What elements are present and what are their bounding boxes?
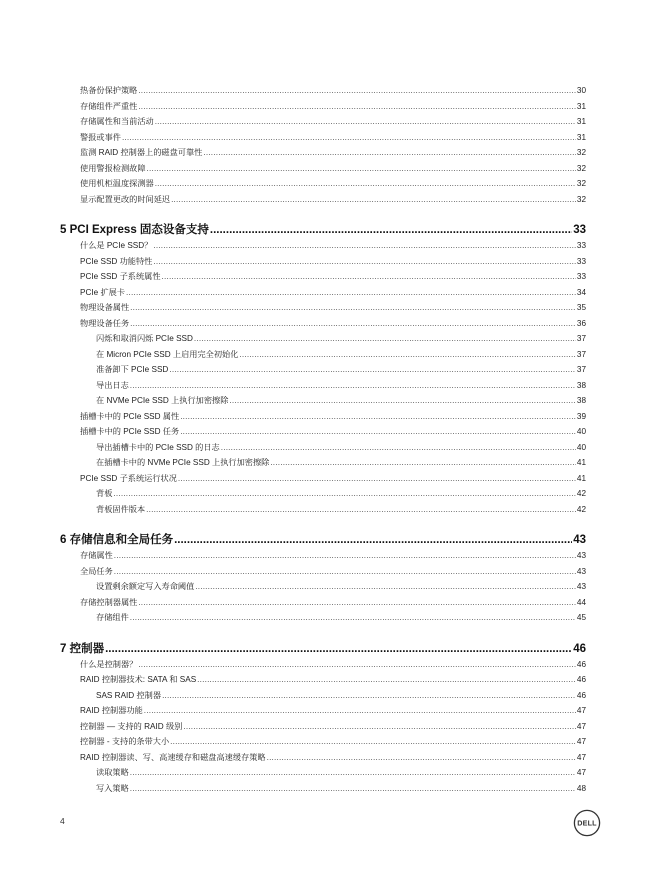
toc-subsection-entry[interactable]: [80, 765, 586, 781]
page-number: 4: [60, 816, 65, 826]
toc-dot-leader: [210, 222, 572, 238]
toc-section-entry[interactable]: [80, 750, 586, 766]
toc-section-entry[interactable]: [80, 130, 586, 146]
toc-subsection-entry[interactable]: [80, 688, 586, 704]
toc-entry-page: 33: [576, 241, 586, 250]
toc-dot-leader: [155, 114, 576, 130]
toc-dot-leader: [180, 424, 576, 440]
toc-section-entry[interactable]: [80, 719, 586, 735]
toc-dot-leader: [130, 781, 576, 797]
toc-entry-title: RAID 控制器技术: SATA 和 SAS: [80, 675, 197, 684]
toc-entry-title: 警报或事件: [80, 132, 121, 142]
toc-chapter-entry[interactable]: [60, 532, 586, 548]
toc-entry-title: 读取策略: [96, 768, 129, 777]
toc-entry-page: 47: [576, 752, 586, 762]
toc-entry-title: 5 PCI Express 固态设备支持: [60, 224, 209, 236]
toc-entry-title: PCIe SSD 子系统运行状况: [80, 473, 177, 483]
toc-entry-page: 46: [576, 659, 586, 669]
toc-entry-title: 设置剩余额定写入寿命阈值: [96, 582, 195, 591]
toc-entry-page: 45: [576, 613, 586, 622]
dell-logo-text: DELL: [577, 818, 597, 828]
toc-subsection-entry[interactable]: [80, 502, 586, 518]
toc-entry-page: 46: [576, 675, 586, 684]
toc-dot-leader: [229, 393, 576, 409]
toc-dot-leader: [138, 99, 576, 115]
toc-entry-page: 31: [576, 132, 586, 142]
toc-dot-leader: [114, 548, 576, 564]
toc-entry-title: 插槽卡中的 PCIe SSD 属性: [80, 411, 180, 421]
toc-entry-page: 31: [576, 101, 586, 111]
toc-dot-leader: [147, 161, 576, 177]
toc-section-entry[interactable]: [80, 703, 586, 719]
toc-dot-leader: [203, 145, 576, 161]
toc-section-entry[interactable]: [80, 672, 586, 688]
toc-entry-title: 存储属性和当前活动: [80, 117, 154, 126]
toc-entry-page: 33: [576, 256, 586, 266]
table-of-contents: [60, 83, 586, 796]
toc-entry-page: 41: [576, 473, 586, 483]
toc-entry-title: 导出插槽卡中的 PCIe SSD 的日志: [96, 442, 220, 452]
toc-entry-page: 43: [573, 534, 586, 546]
toc-entry-title: 在插槽卡中的 NVMe PCIe SSD 上执行加密擦除: [96, 458, 270, 467]
toc-section-entry[interactable]: [80, 161, 586, 177]
toc-entry-title: 插槽卡中的 PCIe SSD 任务: [80, 427, 180, 436]
toc-entry-page: 47: [576, 706, 586, 715]
toc-entry-title: 使用警报检测故障: [80, 163, 146, 173]
toc-section-entry[interactable]: [80, 83, 586, 99]
toc-subsection-entry[interactable]: [80, 347, 586, 363]
toc-dot-leader: [178, 471, 576, 487]
toc-section-entry[interactable]: [80, 269, 586, 285]
toc-dot-leader: [270, 455, 576, 471]
toc-entry-page: 37: [576, 334, 586, 343]
toc-entry-title: 控制器 - 支持的条带大小: [80, 737, 170, 746]
toc-entry-page: 41: [576, 458, 586, 467]
toc-section-entry[interactable]: [80, 238, 586, 254]
toc-dot-leader: [153, 238, 576, 254]
toc-subsection-entry[interactable]: [80, 781, 586, 797]
toc-section-entry[interactable]: [80, 254, 586, 270]
toc-entry-page: 37: [576, 349, 586, 359]
toc-dot-leader: [174, 532, 572, 548]
toc-entry-page: 33: [573, 224, 586, 236]
toc-entry-page: 33: [576, 272, 586, 281]
toc-entry-title: 全局任务: [80, 566, 113, 576]
toc-entry-title: 热备份保护策略: [80, 86, 138, 95]
dell-logo-icon: [573, 809, 601, 837]
toc-entry-title: 6 存储信息和全局任务: [60, 534, 174, 546]
toc-dot-leader: [122, 130, 576, 146]
toc-entry-title: 存储组件严重性: [80, 101, 138, 111]
toc-entry-page: 46: [576, 690, 586, 700]
toc-entry-page: 43: [576, 551, 586, 560]
toc-entry-title: 7 控制器: [60, 642, 105, 655]
toc-entry-title: 什么是控制器？: [80, 659, 138, 669]
toc-section-entry[interactable]: [80, 409, 586, 425]
toc-entry-page: 31: [576, 117, 586, 126]
toc-dot-leader: [130, 316, 576, 332]
toc-subsection-entry[interactable]: [80, 610, 586, 626]
toc-entry-page: 48: [576, 783, 586, 793]
toc-entry-title: 在 NVMe PCIe SSD 上执行加密擦除: [96, 396, 229, 405]
toc-dot-leader: [267, 750, 576, 766]
toc-dot-leader: [138, 83, 576, 99]
toc-entry-title: PCIe SSD 功能特性: [80, 256, 153, 266]
toc-entry-title: 显示配置更改的时间延迟: [80, 194, 171, 204]
toc-subsection-entry[interactable]: [80, 378, 586, 394]
toc-entry-page: 42: [576, 504, 586, 514]
toc-entry-page: 47: [576, 768, 586, 777]
toc-chapter-entry[interactable]: [60, 222, 586, 238]
toc-section-entry[interactable]: [80, 548, 586, 564]
toc-subsection-entry[interactable]: [80, 331, 586, 347]
toc-entry-title: 什么是 PCIe SSD？: [80, 241, 153, 250]
toc-dot-leader: [130, 378, 576, 394]
toc-entry-title: 闪烁和取消闪烁 PCIe SSD: [96, 334, 193, 343]
toc-subsection-entry[interactable]: [80, 440, 586, 456]
toc-dot-leader: [144, 703, 576, 719]
toc-entry-title: 存储控制器属性: [80, 597, 138, 607]
toc-dot-leader: [155, 176, 576, 192]
toc-section-entry[interactable]: [80, 471, 586, 487]
toc-dot-leader: [180, 409, 576, 425]
toc-entry-page: 38: [576, 380, 586, 390]
toc-dot-leader: [195, 579, 576, 595]
toc-entry-page: 42: [576, 489, 586, 498]
toc-entry-title: 导出日志: [96, 380, 129, 390]
toc-dot-leader: [105, 641, 572, 657]
toc-entry-title: 监测 RAID 控制器上的磁盘可靠性: [80, 148, 203, 157]
toc-dot-leader: [170, 734, 576, 750]
toc-subsection-entry[interactable]: [80, 486, 586, 502]
toc-section-entry[interactable]: [80, 114, 586, 130]
toc-entry-title: 物理设备属性: [80, 303, 130, 312]
toc-entry-page: 36: [576, 318, 586, 328]
toc-subsection-entry[interactable]: [80, 455, 586, 471]
toc-section-entry[interactable]: [80, 300, 586, 316]
toc-entry-title: RAID 控制器功能: [80, 706, 143, 715]
toc-entry-page: 47: [576, 721, 586, 731]
toc-entry-title: 写入策略: [96, 783, 129, 793]
toc-section-entry[interactable]: [80, 316, 586, 332]
toc-subsection-entry[interactable]: [80, 393, 586, 409]
toc-entry-page: 38: [576, 396, 586, 405]
toc-section-entry[interactable]: [80, 285, 586, 301]
toc-dot-leader: [114, 564, 576, 580]
toc-dot-leader: [130, 300, 576, 316]
toc-entry-title: 背板固件版本: [96, 504, 146, 514]
toc-dot-leader: [169, 362, 576, 378]
toc-entry-title: 存储组件: [96, 613, 129, 622]
toc-entry-page: 40: [576, 442, 586, 452]
toc-section-entry[interactable]: [80, 734, 586, 750]
toc-subsection-entry[interactable]: [80, 362, 586, 378]
toc-section-entry[interactable]: [80, 192, 586, 208]
toc-entry-page: 40: [576, 427, 586, 436]
toc-entry-title: 准备卸下 PCIe SSD: [96, 365, 169, 374]
toc-section-entry[interactable]: [80, 424, 586, 440]
toc-entry-title: 在 Micron PCIe SSD 上启用完全初始化: [96, 349, 239, 359]
toc-entry-page: 32: [576, 194, 586, 204]
toc-dot-leader: [113, 486, 576, 502]
toc-dot-leader: [138, 595, 576, 611]
toc-dot-leader: [221, 440, 576, 456]
toc-entry-title: PCIe 扩展卡: [80, 287, 126, 297]
toc-dot-leader: [197, 672, 576, 688]
toc-entry-page: 43: [576, 566, 586, 576]
toc-section-entry[interactable]: [80, 564, 586, 580]
toc-dot-leader: [138, 657, 576, 673]
toc-dot-leader: [171, 192, 576, 208]
toc-entry-title: 物理设备任务: [80, 318, 130, 328]
toc-entry-page: 34: [576, 287, 586, 297]
toc-entry-title: 控制器 — 支持的 RAID 级别: [80, 721, 183, 731]
toc-entry-title: SAS RAID 控制器: [96, 690, 162, 700]
toc-entry-page: 35: [576, 303, 586, 312]
toc-entry-title: 使用机柜温度探测器: [80, 179, 154, 188]
toc-section-entry[interactable]: [80, 176, 586, 192]
toc-subsection-entry[interactable]: [80, 579, 586, 595]
toc-entry-page: 47: [576, 737, 586, 746]
toc-chapter-entry[interactable]: [60, 641, 586, 657]
toc-entry-title: 存储属性: [80, 551, 113, 560]
toc-section-entry[interactable]: [80, 595, 586, 611]
toc-entry-page: 39: [576, 411, 586, 421]
toc-dot-leader: [126, 285, 576, 301]
toc-dot-leader: [153, 254, 576, 270]
toc-entry-page: 32: [576, 148, 586, 157]
toc-entry-page: 46: [573, 642, 586, 655]
toc-dot-leader: [130, 610, 576, 626]
toc-dot-leader: [239, 347, 576, 363]
toc-dot-leader: [183, 719, 576, 735]
toc-dot-leader: [194, 331, 576, 347]
toc-section-entry[interactable]: [80, 145, 586, 161]
toc-entry-page: 43: [576, 582, 586, 591]
toc-entry-page: 30: [576, 86, 586, 95]
toc-entry-page: 32: [576, 179, 586, 188]
toc-entry-title: 背板: [96, 489, 113, 498]
toc-entry-title: PCIe SSD 子系统属性: [80, 272, 161, 281]
toc-entry-title: RAID 控制器读、写、高速缓存和磁盘高速缓存策略: [80, 752, 266, 762]
toc-entry-page: 44: [576, 597, 586, 607]
toc-section-entry[interactable]: [80, 657, 586, 673]
toc-entry-page: 32: [576, 163, 586, 173]
toc-entry-page: 37: [576, 365, 586, 374]
toc-dot-leader: [162, 688, 576, 704]
toc-dot-leader: [162, 269, 576, 285]
toc-section-entry[interactable]: [80, 99, 586, 115]
toc-dot-leader: [130, 765, 576, 781]
toc-dot-leader: [146, 502, 576, 518]
